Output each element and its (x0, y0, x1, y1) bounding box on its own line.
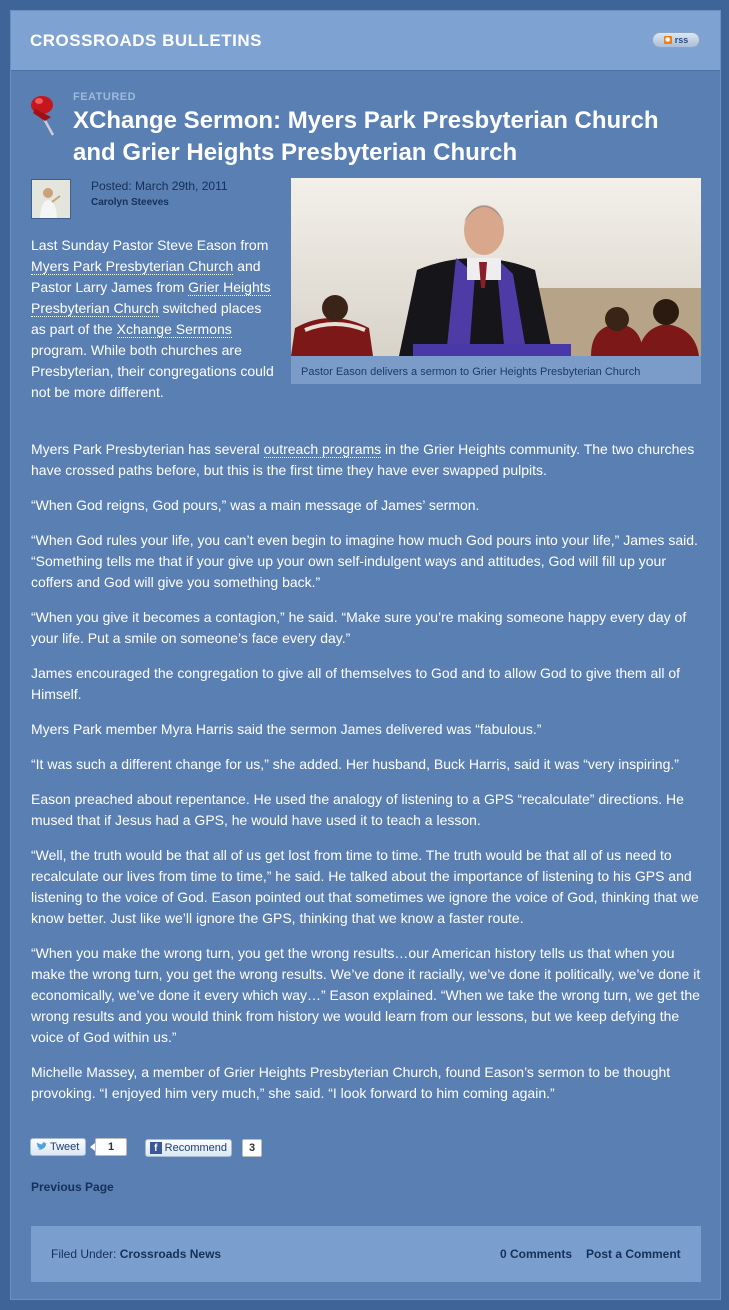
tweet-button[interactable] (30, 1138, 86, 1156)
pushpin-icon (29, 91, 63, 139)
tweet-label: Tweet (50, 1141, 80, 1153)
body-paragraph: James encouraged the congregation to give all of themselves to God and to allow God to give them all of Himself. (31, 665, 681, 702)
main-panel (10, 10, 721, 1300)
intro-paragraph: Last Sunday Pastor Steve Eason from Myers Park Presbyterian Church and Pastor Larry James from Grier Heights Presbyterian Church switched places as part of the Xchange Sermons program. While both churches are Presbyterian, their congregations could not be more different. (31, 237, 274, 400)
image-caption: Pastor Eason delivers a sermon to Grier Heights Presbyterian Church (301, 366, 641, 378)
author-avatar (31, 179, 71, 219)
filed-under: Filed Under: Crossroads News (51, 1247, 222, 1261)
post-image-figure (291, 178, 701, 384)
post-author[interactable]: Carolyn Steeves (91, 197, 169, 208)
body-paragraph: “It was such a different change for us,” she added. Her husband, Buck Harris, said it was “very inspiring.” (31, 756, 679, 772)
rss-button[interactable] (652, 32, 700, 48)
body-paragraph: “Well, the truth would be that all of us get lost from time to time. The truth would be that all of us need to recalculate our lives from time to time,” he said. He talked about the importance of listening to his GPS and listening to the voice of God. Eason pointed out that sometimes we ignore the voice of God, thinking that we know better. Just like we’ll ignore the GPS, thinking that we know a faster route. (31, 847, 699, 926)
grier-heights-link[interactable]: Grier Heights Presbyterian Church (31, 279, 271, 316)
xchange-sermons-link[interactable]: Xchange Sermons (116, 321, 232, 337)
post-title[interactable]: XChange Sermon: Myers Park Presbyterian Church and Grier Heights Presbyterian Church (73, 107, 659, 166)
facebook-icon: f (150, 1142, 162, 1154)
recommend-button[interactable] (145, 1139, 232, 1157)
post-footer (31, 1226, 701, 1282)
post-date: Posted: March 29th, 2011 (91, 179, 228, 193)
category-link[interactable]: Crossroads News (119, 1247, 222, 1261)
body-paragraph: “When God rules your life, you can’t even begin to imagine how much God pours into your life,” James said. “Something tells me that if your give up your own self-indulgent ways and attitudes, God will fill up your coffers and God will give you something back.” (31, 532, 698, 590)
recommend-count: 3 (242, 1139, 262, 1157)
post-photo (291, 178, 701, 356)
previous-page-link[interactable]: Previous Page (31, 1180, 114, 1194)
body-paragraph: “When you give it becomes a contagion,” he said. “Make sure you’re making someone happy every day of your life. Put a smile on someone’s face every day.” (31, 609, 687, 646)
tweet-count: 1 (95, 1138, 127, 1156)
body-paragraph: Eason preached about repentance. He used the analogy of listening to a GPS “recalculate” directions. He mused that if Jesus had a GPS, he would have used it to teach a lesson. (31, 791, 684, 828)
outreach-programs-link[interactable]: outreach programs (263, 441, 382, 457)
body-paragraph: “When you make the wrong turn, you get the wrong results…our American history tells us that when you make the wrong turn, you get the wrong results. We’ve done it racially, we’ve done it politically, we’ve done it economically, we’ve done it every which way…” Eason explained. “When we take the wrong turn, we get the wrong results and you would think from history we would learn from our lessons, but we keep defying the voice of God within us.” (31, 945, 701, 1045)
body-paragraph: Myers Park member Myra Harris said the sermon James delivered was “fabulous.” (31, 721, 542, 737)
comments-count-link[interactable]: 0 Comments (500, 1247, 573, 1261)
site-title[interactable]: CROSSROADS BULLETINS (30, 31, 262, 50)
site-header (11, 11, 720, 71)
rss-icon: ◉ (665, 37, 671, 43)
body-paragraph: “When God reigns, God pours,” was a main message of James’ sermon. (31, 497, 480, 513)
twitter-bird-icon (35, 1142, 47, 1152)
rss-label: rss (674, 35, 689, 45)
featured-label: FEATURED (73, 91, 137, 103)
myers-park-link[interactable]: Myers Park Presbyterian Church (31, 258, 234, 274)
body-paragraph: Myers Park Presbyterian has several outreach programs in the Grier Heights community. The two churches have crossed paths before, but this is the first time they have ever swapped pulpits. (31, 441, 695, 478)
recommend-label: Recommend (164, 1142, 227, 1154)
body-paragraph: Michelle Massey, a member of Grier Heights Presbyterian Church, found Eason’s sermon to be thought provoking. “I enjoyed him very much,” she said. “I look forward to him coming again.” (31, 1064, 671, 1101)
post-comment-link[interactable]: Post a Comment (586, 1247, 681, 1261)
